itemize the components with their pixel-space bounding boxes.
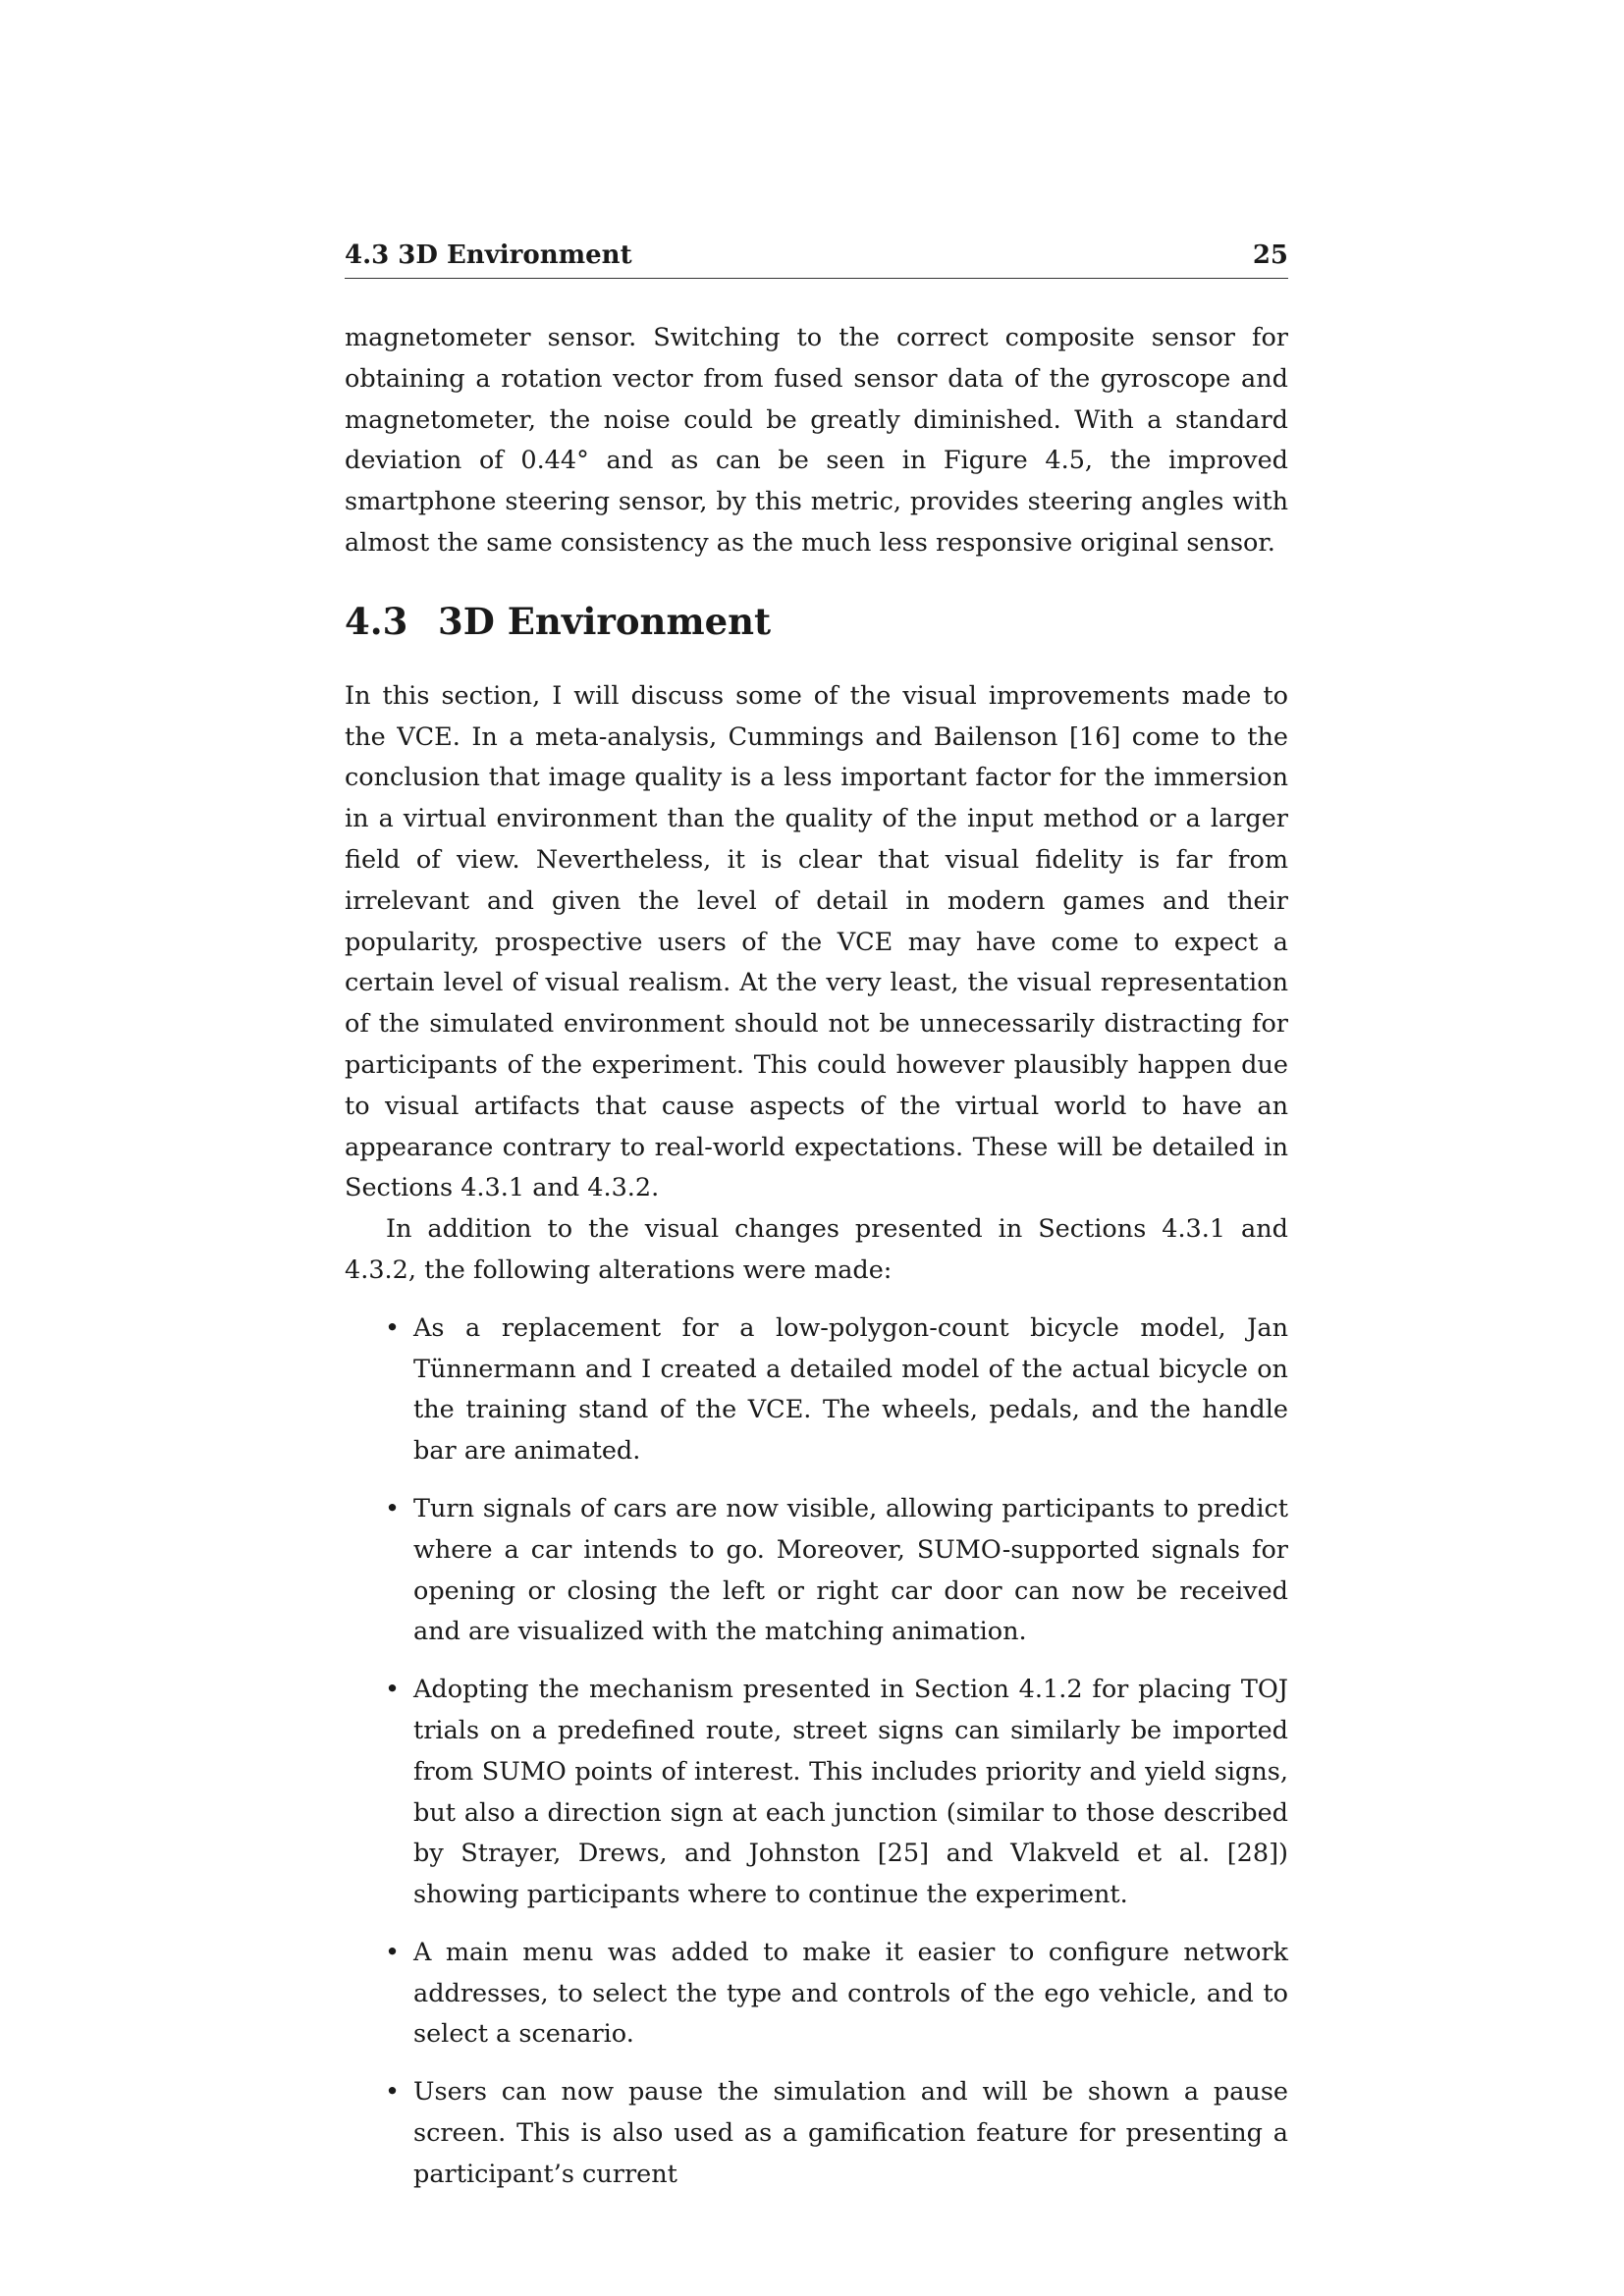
section-heading (345, 600, 1288, 643)
bullet-marker: • (385, 2077, 401, 2108)
header-section-title: 4.3 3D Environment (345, 240, 632, 270)
list-item-text: Turn signals of cars are now visible, allowing participants to predict where a car intends to go. Moreover, SUMO-supported signals for opening or closing the left or right car door can now be received and are visualized with the matching animation. (413, 1493, 1288, 1647)
list-item-text: As a replacement for a low-polygon-count bicycle model, Jan Tünnermann and I created a detailed model of the actual bicycle on the training stand of the VCE. The wheels, pedals, and the handle bar are animated. (413, 1312, 1288, 1467)
list-item-text: A main menu was added to make it easier to configure network addresses, to select the type and controls of the ego vehicle, and to select a scenario. (413, 1937, 1288, 2050)
bullet-list (345, 1308, 1288, 2196)
bullet-marker: • (385, 1675, 401, 1705)
list-item (345, 1933, 1288, 2056)
paragraph: In this section, I will discuss some of the visual improvements made to the VCE. In a meta-analysis, Cummings and Bailenson [16] come to the conclusion that image quality is a less important factor for the immersion in a virtual environment than the quality of the input method or a larger field of view. Nevertheless, it is clear that visual fidelity is far from irrelevant and given the level of detail in modern games and their popularity, prospective users of the VCE may have come to expect a certain level of visual realism. At the very least, the visual representation of the simulated environment should not be unnecessarily distracting for participants of the experiment. This could however plausibly happen due to visual artifacts that cause aspects of the virtual world to have an appearance contrary to real-world expectations. These will be detailed in Sections 4.3.1 and 4.3.2. (345, 680, 1288, 1203)
paragraph: In addition to the visual changes presented in Sections 4.3.1 and 4.3.2, the following alterations were made: (345, 1214, 1288, 1285)
intro-paragraph: magnetometer sensor. Switching to the correct composite sensor for obtaining a rotation vector from fused sensor data of the gyroscope and magnetometer, the noise could be greatly diminished. With a standard deviation of 0.44° and as can be seen in Figure 4.5, the improved smartphone steering sensor, by this metric, provides steering angles with almost the same consistency as the much less responsive original sensor. (345, 323, 1288, 558)
list-item (345, 1670, 1288, 1916)
bullet-marker: • (385, 1312, 401, 1343)
document-page (345, 240, 1288, 2213)
body-text (345, 318, 1288, 2196)
list-item-text: Users can now pause the simulation and will be shown a pause screen. This is also used as a gamification feature for presenting a participant’s current (413, 2077, 1288, 2189)
section-title: 3D Environment (438, 599, 772, 643)
section-number: 4.3 (345, 599, 408, 643)
page-number: 25 (1252, 240, 1288, 270)
running-header (345, 240, 1288, 279)
list-item (345, 2072, 1288, 2195)
list-item (345, 1489, 1288, 1653)
bullet-marker: • (385, 1937, 401, 1967)
list-item-text: Adopting the mechanism presented in Section 4.1.2 for placing TOJ trials on a predefined route, street signs can similarly be imported from SUMO points of interest. This includes priority and yield signs, but also a direction sign at each junction (similar to those described by Strayer, Drews, and Johnston [25] and Vlakveld et al. [28]) showing participants where to continue the experiment. (413, 1675, 1288, 1910)
list-item (345, 1308, 1288, 1472)
bullet-marker: • (385, 1493, 401, 1523)
